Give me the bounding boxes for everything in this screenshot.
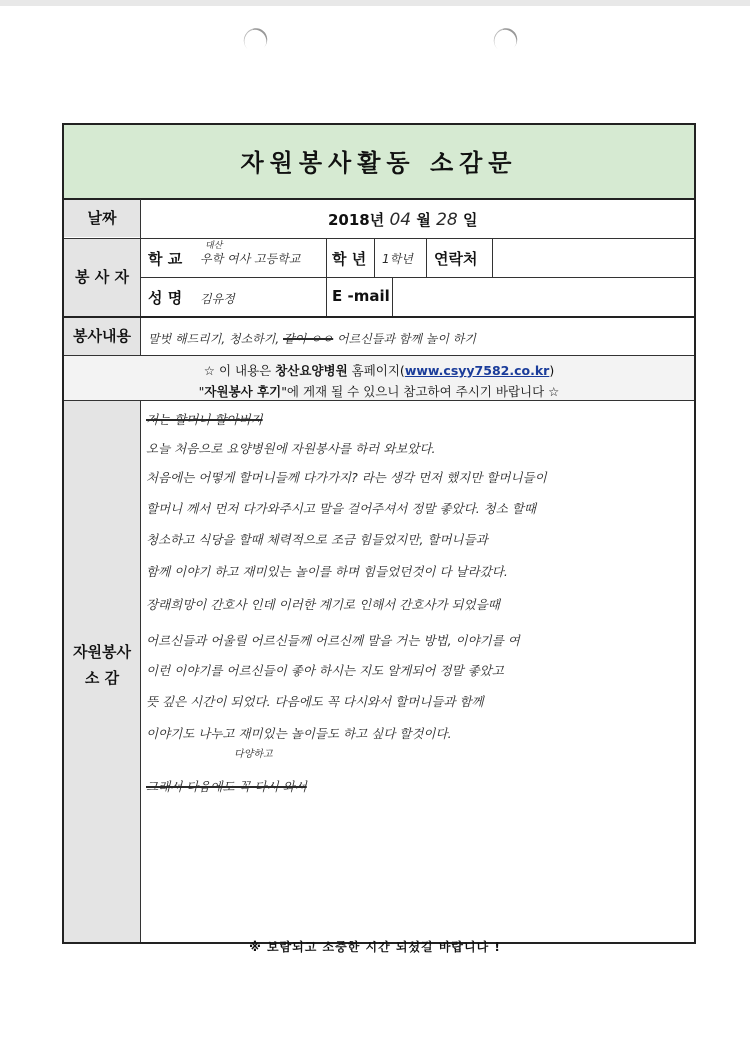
notice-line-1: ☆ 이 내용은 창산요양병원 홈페이지(www.csyy7582.co.kr) xyxy=(203,363,555,378)
school-prefix: 대산 xyxy=(205,241,223,251)
review-board-name: 자원봉사 후기 xyxy=(204,384,282,399)
content-part: 말벗 해드리기, 청소하기, xyxy=(148,332,280,346)
content-value xyxy=(148,330,476,347)
homepage-link[interactable]: www.csyy7582.co.kr xyxy=(404,363,550,378)
impression-label xyxy=(64,401,140,942)
impression-line: 장래희망이 간호사 인데 이러한 계기로 인해서 간호사가 되었을때 xyxy=(146,597,500,612)
divider xyxy=(141,277,694,278)
impression-line: 청소하고 식당을 할때 체력적으로 조금 힘들었지만, 할머니들과 xyxy=(146,532,488,547)
divider xyxy=(140,400,141,942)
date-day-unit: 일 xyxy=(462,211,478,229)
name-label: 성 명 xyxy=(148,289,183,307)
divider xyxy=(64,400,694,401)
grade-value: 1학년 xyxy=(382,252,413,266)
impression-line: 이런 이야기를 어르신들이 좋아 하시는 지도 알게되어 정말 좋았고 xyxy=(146,663,504,678)
punch-hole-mark xyxy=(239,23,272,56)
content-label: 봉사내용 xyxy=(64,318,140,355)
divider xyxy=(392,277,393,316)
divider xyxy=(374,239,375,277)
school-value: 우학 여사 고등학교 xyxy=(200,252,301,266)
footer-message: ※ 보람되고 소중한 시간 되셨길 바랍니다 ! xyxy=(249,940,501,954)
scan-edge xyxy=(0,0,750,6)
content-struck: 같이 ㅇㅇ xyxy=(283,332,334,346)
contact-label: 연락처 xyxy=(434,250,478,268)
impression-line: 뜻 깊은 시간이 되었다. 다음에도 꼭 다시와서 할머니들과 함께 xyxy=(146,694,484,709)
impression-line: 그래서 다음에도 꼭 다시 와서 xyxy=(146,779,307,794)
impression-insert: 다양하고 xyxy=(234,749,273,760)
date-label: 날짜 xyxy=(64,200,140,237)
volunteer-label: 봉 사 자 xyxy=(64,239,140,316)
content-part: 어르신들과 함께 놀이 하기 xyxy=(337,332,476,346)
hospital-name: 창산요양병원 xyxy=(275,363,348,378)
divider xyxy=(64,198,694,200)
divider xyxy=(492,239,493,277)
impression-label-line: 자원봉사 xyxy=(73,643,131,661)
divider xyxy=(64,316,694,318)
email-label: E -mail xyxy=(332,287,390,305)
name-value: 김유정 xyxy=(200,292,235,306)
impression-line: 이야기도 나누고 재미있는 놀이들도 하고 싶다 할것이다. xyxy=(146,726,452,741)
notice-line-2: "자원봉사 후기"에 게재 될 수 있으니 참고하여 주시기 바랍니다 ☆ xyxy=(198,384,560,399)
impression-line: 처음에는 어떻게 할머니들께 다가가지? 라는 생각 먼저 했지만 할머니들이 xyxy=(146,470,547,485)
date-day: 28 xyxy=(436,210,458,230)
volunteer-report-form xyxy=(62,123,696,944)
impression-line: 할머니 께서 먼저 다가와주시고 말을 걸어주셔서 정말 좋았다. 청소 할때 xyxy=(146,501,536,516)
impression-line: 어르신들과 어울릴 어르신들께 어르신께 말을 거는 방법, 이야기를 여 xyxy=(146,633,520,648)
notice-box xyxy=(64,356,694,400)
date-value xyxy=(328,209,477,230)
form-title: 자원봉사활동 소감문 xyxy=(240,149,518,177)
impression-label-line: 소 감 xyxy=(84,669,120,687)
divider xyxy=(426,239,427,277)
date-month: 04 xyxy=(389,210,412,230)
punch-hole-mark xyxy=(489,23,522,56)
date-year: 2018년 xyxy=(328,211,385,229)
impression-line: 저는 할머니 할아버지 xyxy=(146,412,263,427)
grade-label: 학 년 xyxy=(332,250,367,268)
divider xyxy=(64,238,694,239)
school-label: 학 교 xyxy=(148,250,183,268)
impression-line: 함께 이야기 하고 재미있는 놀이를 하며 힘들었던것이 다 날라갔다. xyxy=(146,564,508,579)
impression-line: 오늘 처음으로 요양병원에 자원봉사를 하러 와보았다. xyxy=(146,441,436,456)
date-month-unit: 월 xyxy=(416,211,431,229)
